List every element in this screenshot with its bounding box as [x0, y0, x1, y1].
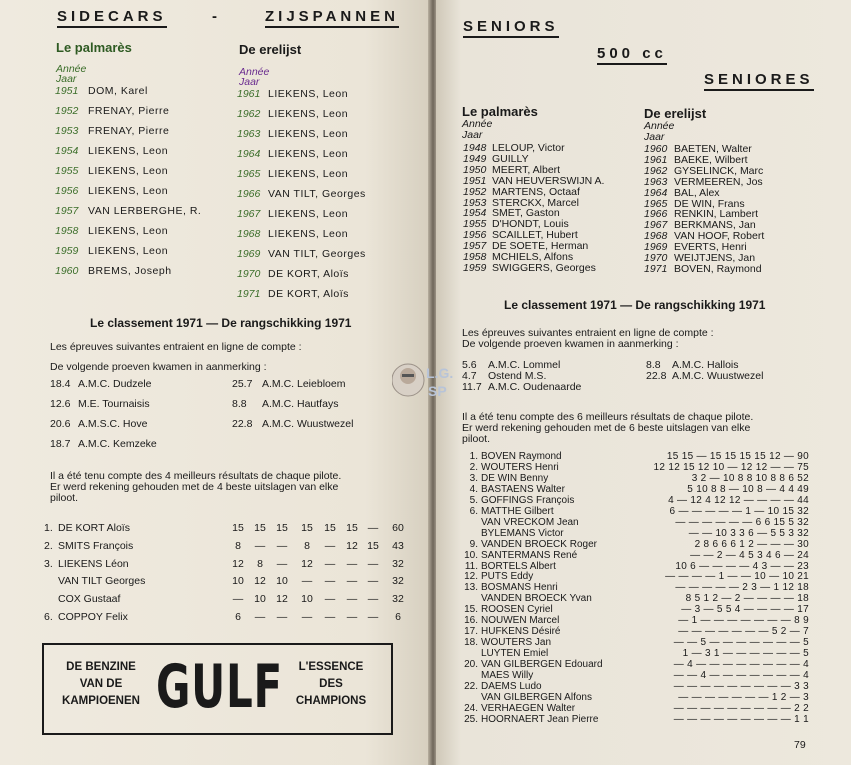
erelijst-year: 1961 — [644, 153, 668, 166]
palmares-year: 1952 — [463, 185, 487, 198]
erelijst-year: 1969 — [644, 241, 668, 254]
result-score: — — [324, 575, 336, 588]
result-score: — — [232, 593, 244, 606]
result-score: — — [276, 611, 288, 623]
palmares-year: 1954 — [55, 145, 79, 157]
result-score: — — [367, 611, 379, 623]
page-number: 79 — [794, 739, 806, 751]
event-name: A.M.C. Oudenaarde — [488, 381, 582, 393]
result-scores: — — 5 — — — — — — — 5 — [673, 637, 809, 649]
result-score: 10 — [276, 575, 288, 588]
result-name: DE KORT Aloïs — [58, 522, 130, 534]
result-rank: 18. — [464, 637, 478, 649]
erelijst-year: 1962 — [644, 164, 668, 177]
result-rank: 5. — [469, 494, 478, 506]
result-name: LIEKENS Léon — [58, 557, 129, 570]
palmares-year: 1957 — [55, 205, 79, 217]
result-name: PUTS Eddy — [481, 571, 534, 583]
result-name: BYLEMANS Victor — [481, 527, 564, 539]
result-score: 15 — [301, 522, 313, 534]
note-nl-1: Er werd rekening gehouden met de 6 beste uitslagen van elke — [462, 422, 751, 434]
result-score: 32 — [392, 593, 404, 606]
palmares-year: 1959 — [463, 261, 487, 274]
classement-title: Le classement 1971 — De rangschikking 1971 — [90, 316, 352, 330]
erelijst-name: LIEKENS, Leon — [268, 128, 349, 140]
result-score: 8 — [235, 539, 241, 552]
erelijst-year: 1965 — [237, 168, 261, 180]
erelijst-year: 1971 — [644, 262, 668, 275]
event-date: 22.8 — [646, 370, 667, 382]
result-name: MATTHE Gilbert — [481, 505, 554, 517]
erelijst-name: DE KORT, Aloïs — [268, 288, 349, 300]
title-sidecars: SIDECARS — [57, 8, 167, 28]
svg-text:L.G.: L.G. — [426, 365, 454, 381]
intro-fr: Les épreuves suivantes entraient en ligne de compte : — [462, 327, 714, 339]
erelijst-year: 1962 — [237, 108, 261, 120]
event-name: A.M.C. Kemzeke — [78, 438, 157, 450]
result-name: VERHAEGEN Walter — [481, 702, 576, 714]
palmares-year: 1958 — [463, 251, 487, 263]
erelijst-name: BAETEN, Walter — [674, 143, 752, 155]
erelijst-name: VAN TILT, Georges — [268, 248, 366, 260]
annee-label: Année — [462, 118, 493, 130]
result-score: 32 — [392, 575, 404, 588]
event-date: 12.6 — [50, 398, 71, 410]
palmares-name: BREMS, Joseph — [88, 265, 172, 277]
palmares-name: VAN HEUVERSWIJN A. — [492, 174, 605, 187]
result-name: SMITS François — [58, 539, 134, 552]
result-rank: 20. — [464, 659, 478, 671]
erelijst-name: LIEKENS, Leon — [268, 148, 349, 160]
palmares-year: 1958 — [55, 225, 79, 237]
result-score: 8 — [257, 557, 263, 570]
result-scores: — 1 — — — — — — — 8 9 — [678, 615, 809, 627]
erelijst-name: LIEKENS, Leon — [268, 108, 349, 120]
palmares-name: DE SOETE, Herman — [492, 240, 589, 253]
ad-right-line-3: CHAMPIONS — [295, 695, 367, 707]
result-name: DAEMS Ludo — [481, 680, 542, 692]
jaar-label: Jaar — [462, 129, 483, 141]
result-score: — — [367, 593, 379, 606]
result-score: 43 — [392, 539, 404, 552]
palmares-name: LIEKENS, Leon — [88, 185, 169, 197]
result-scores: — — — — — — — 5 2 — 7 — [678, 626, 809, 638]
erelijst-year: 1964 — [237, 148, 261, 160]
palmares-name: LIEKENS, Leon — [88, 225, 169, 237]
result-score: — — [367, 575, 379, 588]
event-name: Ostend M.S. — [488, 370, 547, 382]
annee-label-2: Année — [644, 120, 675, 132]
annee-label-2: Année — [239, 66, 270, 78]
palmares-name: SMET, Gaston — [492, 207, 560, 220]
result-name: COPPOY Felix — [58, 611, 128, 623]
result-score: 8 — [304, 539, 310, 552]
erelijst-year: 1966 — [644, 208, 668, 221]
event-date: 8.8 — [232, 398, 247, 410]
palmares-year: 1951 — [55, 85, 79, 97]
palmares-year: 1949 — [463, 152, 487, 165]
result-rank: 2. — [44, 539, 53, 552]
result-scores: 6 — — — — — 1 — 10 15 32 — [669, 505, 809, 517]
erelijst-label: De erelijst — [239, 42, 302, 57]
intro-fr: Les épreuves suivantes entraient en ligne de compte : — [50, 341, 302, 353]
result-score: — — [324, 539, 336, 552]
erelijst-name: LIEKENS, Leon — [268, 88, 349, 100]
result-rank: 25. — [464, 713, 478, 725]
erelijst-name: VERMEEREN, Jos — [674, 175, 763, 188]
result-score: 12 — [301, 557, 313, 570]
erelijst-year: 1961 — [237, 88, 261, 100]
result-name: VAN GILBERGEN Edouard — [481, 659, 603, 671]
event-date: 5.6 — [462, 359, 477, 371]
result-score: — — [346, 593, 358, 606]
intro-nl: De volgende proeven kwamen in aanmerking : — [50, 361, 267, 373]
palmares-name: LIEKENS, Leon — [88, 145, 169, 157]
result-name: WOUTERS Jan — [481, 637, 552, 649]
result-rank: 12. — [464, 571, 478, 583]
result-name: LUYTEN Emiel — [481, 648, 549, 660]
intro-nl: De volgende proeven kwamen in aanmerking : — [462, 338, 679, 350]
result-score: 6 — [395, 611, 401, 623]
result-score: 6 — [235, 611, 241, 623]
event-name: A.M.C. Hallois — [672, 359, 739, 371]
result-score: — — [324, 557, 336, 570]
result-scores: 10 6 — — — — 4 3 — — 23 — [675, 560, 809, 572]
result-name: ROOSEN Cyriel — [481, 604, 553, 616]
erelijst-name: LIEKENS, Leon — [268, 168, 349, 180]
erelijst-name: BAL, Alex — [674, 186, 720, 199]
result-scores: — — — — 1 — — 10 — 10 21 — [665, 571, 809, 583]
note-nl-1: Er werd rekening gehouden met de 4 beste uitslagen van elke — [50, 481, 339, 493]
jaar-label-2: Jaar — [239, 76, 260, 88]
erelijst-year: 1963 — [644, 175, 668, 188]
palmares-name: STERCKX, Marcel — [492, 196, 579, 209]
result-scores: 8 5 1 2 — 2 — — — — 18 — [685, 593, 809, 605]
note-fr: Il a été tenu compte des 6 meilleurs résultats de chaque pilote. — [462, 411, 754, 423]
result-scores: — — 4 — — — — — — — 4 — [673, 670, 809, 681]
erelijst-year: 1968 — [237, 228, 261, 240]
erelijst-year: 1966 — [237, 188, 261, 200]
erelijst-name: DE KORT, Aloïs — [268, 268, 349, 280]
ad-left-line-2: VAN DE — [79, 678, 123, 690]
result-score: — — [324, 611, 336, 623]
event-name: A.M.C. Wuustwezel — [262, 418, 354, 430]
result-score: — — [367, 522, 379, 534]
result-rank: 1. — [469, 451, 478, 462]
erelijst-name: DE WIN, Frans — [674, 197, 745, 210]
result-scores: — — 10 3 3 6 — 5 5 3 32 — [688, 527, 809, 539]
erelijst-name: LIEKENS, Leon — [268, 228, 349, 240]
result-name: COX Gustaaf — [58, 593, 121, 606]
title-seniores: SENIORES — [704, 71, 814, 91]
jaar-label: Jaar — [56, 73, 77, 85]
result-scores: 1 — 3 1 — — — — — — 5 — [682, 648, 809, 660]
result-scores: — — 2 — 4 5 3 4 6 — 24 — [690, 549, 809, 561]
result-score: 15 — [276, 522, 288, 534]
result-scores: 4 — 12 4 12 12 — — — — 44 — [668, 494, 809, 506]
result-rank: 4. — [469, 483, 478, 495]
erelijst-name: BAEKE, Wilbert — [674, 153, 748, 166]
result-scores: — — — — — — — — — 3 3 — [673, 680, 809, 692]
event-name: A.M.S.C. Hove — [78, 418, 148, 430]
event-date: 18.4 — [50, 378, 71, 390]
result-score: — — [324, 593, 336, 606]
result-scores: — — — — — — — — — 2 2 — [673, 702, 809, 714]
palmares-name: FRENAY, Pierre — [88, 125, 170, 137]
result-name: HOORNAERT Jean Pierre — [481, 713, 599, 725]
result-score: 15 — [254, 522, 266, 534]
title-seniors: SENIORS — [463, 18, 559, 38]
result-score: 60 — [392, 522, 404, 534]
result-rank: 15. — [464, 604, 478, 616]
result-rank: 11. — [464, 560, 478, 572]
result-score: 12 — [254, 575, 266, 588]
result-rank: 3. — [44, 557, 53, 570]
result-rank: 16. — [464, 615, 478, 627]
erelijst-year: 1968 — [644, 230, 668, 243]
erelijst-name: BERKMANS, Jan — [674, 219, 756, 232]
erelijst-year: 1970 — [237, 268, 261, 280]
palmares-year: 1959 — [55, 245, 79, 257]
note-nl-2: piloot. — [462, 433, 491, 445]
palmares-name: MEERT, Albert — [492, 163, 561, 176]
result-score: 15 — [367, 539, 379, 552]
result-rank: 2. — [469, 461, 478, 473]
event-date: 11.7 — [462, 381, 482, 393]
erelijst-name: WEIJTJENS, Jan — [674, 252, 756, 264]
result-name: BOSMANS Henri — [481, 582, 558, 594]
result-name: BORTELS Albert — [481, 560, 556, 572]
result-score: 32 — [392, 557, 404, 570]
result-rank: 6. — [44, 611, 53, 623]
ad-left-line-3: KAMPIOENEN — [62, 695, 140, 707]
watermark-face-icon — [392, 356, 458, 406]
result-name: VAN TILT Georges — [58, 575, 146, 588]
ad-right-line-2: DES — [319, 678, 343, 690]
ad-left-line-1: DE BENZINE — [66, 661, 136, 673]
result-score: — — [346, 575, 358, 588]
erelijst-name: VAN TILT, Georges — [268, 188, 366, 200]
palmares-year: 1951 — [463, 174, 487, 187]
result-name: MAES Willy — [481, 670, 534, 681]
palmares-name: MARTENS, Octaaf — [492, 185, 580, 198]
palmares-name: D'HONDT, Louis — [492, 218, 569, 231]
event-name: A.M.C. Lommel — [488, 359, 561, 371]
result-score: — — [276, 557, 288, 570]
title-500cc: 500 cc — [597, 45, 667, 65]
result-scores: — 4 — — — — — — — — 4 — [673, 659, 809, 671]
palmares-name: FRENAY, Pierre — [88, 105, 170, 117]
result-name: BASTAENS Walter — [481, 483, 565, 495]
result-name: HUFKENS Désiré — [481, 626, 561, 638]
result-score: 12 — [276, 593, 288, 606]
erelijst-name: GYSELINCK, Marc — [674, 164, 764, 177]
event-name: A.M.C. Leiebloem — [262, 378, 346, 390]
result-name: GOFFINGS François — [481, 494, 575, 506]
result-rank: 13. — [464, 582, 478, 594]
palmares-name: MCHIELS, Alfons — [492, 251, 574, 263]
result-name: NOUWEN Marcel — [481, 615, 560, 627]
result-scores: 12 12 15 12 10 — 12 12 — — 75 — [653, 461, 809, 473]
erelijst-year: 1965 — [644, 197, 668, 210]
annee-label: Année — [56, 63, 87, 75]
palmares-year: 1957 — [463, 240, 487, 253]
result-score: 15 — [232, 522, 244, 534]
palmares-name: VAN LERBERGHE, R. — [88, 205, 202, 217]
result-score: 10 — [301, 593, 313, 606]
result-rank: 6. — [469, 505, 478, 517]
result-score: — — [346, 611, 358, 623]
result-scores: — — — — — — — 1 2 — 3 — [678, 691, 809, 703]
erelijst-year: 1969 — [237, 248, 261, 260]
erelijst-label: De erelijst — [644, 106, 707, 121]
result-name: VANDEN BROECK Roger — [481, 538, 597, 550]
palmares-year: 1960 — [55, 265, 79, 277]
erelijst-year: 1960 — [644, 143, 668, 155]
result-name: WOUTERS Henri — [481, 461, 559, 473]
event-name: A.M.C. Hautfays — [262, 398, 339, 410]
palmares-year: 1953 — [463, 196, 487, 209]
erelijst-name: LIEKENS, Leon — [268, 208, 349, 220]
event-date: 22.8 — [232, 418, 253, 430]
result-score: — — [301, 575, 313, 588]
result-rank: 24. — [464, 702, 478, 714]
result-score: 15 — [324, 522, 336, 534]
result-scores: — — — — — — 6 6 15 5 32 — [675, 516, 809, 528]
result-name: BOVEN Raymond — [481, 451, 562, 462]
result-rank: 17. — [464, 626, 478, 638]
result-name: DE WIN Benny — [481, 472, 549, 484]
palmares-year: 1956 — [55, 185, 79, 197]
result-rank: 3. — [469, 472, 478, 484]
event-date: 8.8 — [646, 359, 661, 371]
result-score: — — [301, 611, 313, 623]
result-score: 12 — [232, 557, 244, 570]
palmares-year: 1955 — [55, 165, 79, 177]
result-scores: 5 10 8 8 — 10 8 — 4 4 49 — [687, 483, 809, 495]
erelijst-year: 1967 — [237, 208, 261, 220]
palmares-year: 1950 — [463, 163, 487, 176]
result-name: SANTERMANS René — [481, 549, 578, 561]
result-score: — — [254, 539, 266, 552]
palmares-name: DOM, Karel — [88, 85, 148, 97]
result-score: 15 — [346, 522, 358, 534]
palmares-year: 1952 — [55, 105, 79, 117]
palmares-name: SCAILLET, Hubert — [492, 229, 578, 242]
watermark-stamp — [392, 356, 458, 406]
result-score: 12 — [346, 539, 358, 552]
event-date: 25.7 — [232, 378, 253, 390]
event-date: 4.7 — [462, 370, 477, 382]
result-score: — — [276, 539, 288, 552]
result-score: 10 — [232, 575, 244, 588]
event-name: A.M.C. Dudzele — [78, 378, 152, 390]
erelijst-name: VAN HOOF, Robert — [674, 230, 765, 243]
palmares-label: Le palmarès — [462, 104, 538, 119]
erelijst-name: RENKIN, Lambert — [674, 208, 759, 221]
jaar-label-2: Jaar — [644, 131, 665, 143]
event-name: A.M.C. Wuustwezel — [672, 370, 764, 382]
classement-title: Le classement 1971 — De rangschikking 1971 — [504, 298, 766, 312]
erelijst-year: 1964 — [644, 186, 668, 199]
result-scores: 15 15 — 15 15 15 15 12 — 90 — [666, 451, 809, 462]
result-rank: 22. — [464, 680, 478, 692]
palmares-name: LIEKENS, Leon — [88, 245, 169, 257]
ad-right-line-1: L'ESSENCE — [298, 661, 364, 673]
erelijst-year: 1971 — [237, 288, 261, 300]
result-score: — — [346, 557, 358, 570]
result-score: — — [254, 611, 266, 623]
erelijst-year: 1967 — [644, 219, 668, 232]
palmares-name: GUILLY — [492, 152, 529, 165]
gulf-advertisement — [42, 643, 393, 735]
right-page — [436, 0, 851, 765]
result-scores: 2 8 6 6 6 1 2 — — — 30 — [694, 538, 809, 550]
palmares-year: 1953 — [55, 125, 79, 137]
result-scores: — — — — — — — — — 1 1 — [673, 713, 809, 725]
palmares-year: 1956 — [463, 229, 487, 242]
event-date: 20.6 — [50, 418, 71, 430]
result-scores: 3 2 — 10 8 8 10 8 8 6 52 — [691, 472, 809, 484]
title-dash: - — [212, 8, 217, 25]
result-score: 10 — [254, 593, 266, 606]
result-name: VAN GILBERGEN Alfons — [481, 691, 592, 703]
svg-text:SP: SP — [428, 383, 447, 399]
palmares-year: 1954 — [463, 207, 487, 220]
erelijst-year: 1963 — [237, 128, 261, 140]
palmares-name: LIEKENS, Leon — [88, 165, 169, 177]
palmares-label: Le palmarès — [56, 40, 132, 55]
result-name: VANDEN BROECK Yvan — [481, 593, 592, 605]
gulf-logo: GULF — [156, 652, 283, 722]
note-nl-2: piloot. — [50, 492, 79, 504]
palmares-year: 1955 — [463, 218, 487, 231]
palmares-name: LELOUP, Victor — [492, 142, 565, 154]
erelijst-year: 1970 — [644, 252, 668, 264]
result-scores: — — — — — 2 3 — 1 12 18 — [675, 582, 809, 594]
result-rank: 9. — [469, 538, 478, 550]
result-rank: 1. — [44, 522, 53, 534]
result-scores: — 3 — 5 5 4 — — — — 17 — [681, 604, 809, 616]
palmares-year: 1948 — [463, 142, 487, 154]
event-name: M.E. Tournaisis — [78, 398, 150, 410]
result-score: — — [367, 557, 379, 570]
erelijst-name: EVERTS, Henri — [674, 241, 747, 254]
palmares-name: SWIGGERS, Georges — [492, 261, 596, 274]
note-fr: Il a été tenu compte des 4 meilleurs résultats de chaque pilote. — [50, 470, 342, 482]
result-rank: 10. — [464, 549, 478, 561]
event-date: 18.7 — [50, 438, 71, 450]
result-name: VAN VRECKOM Jean — [481, 516, 579, 528]
erelijst-name: BOVEN, Raymond — [674, 262, 762, 275]
title-zijspannen: ZIJSPANNEN — [265, 8, 399, 28]
